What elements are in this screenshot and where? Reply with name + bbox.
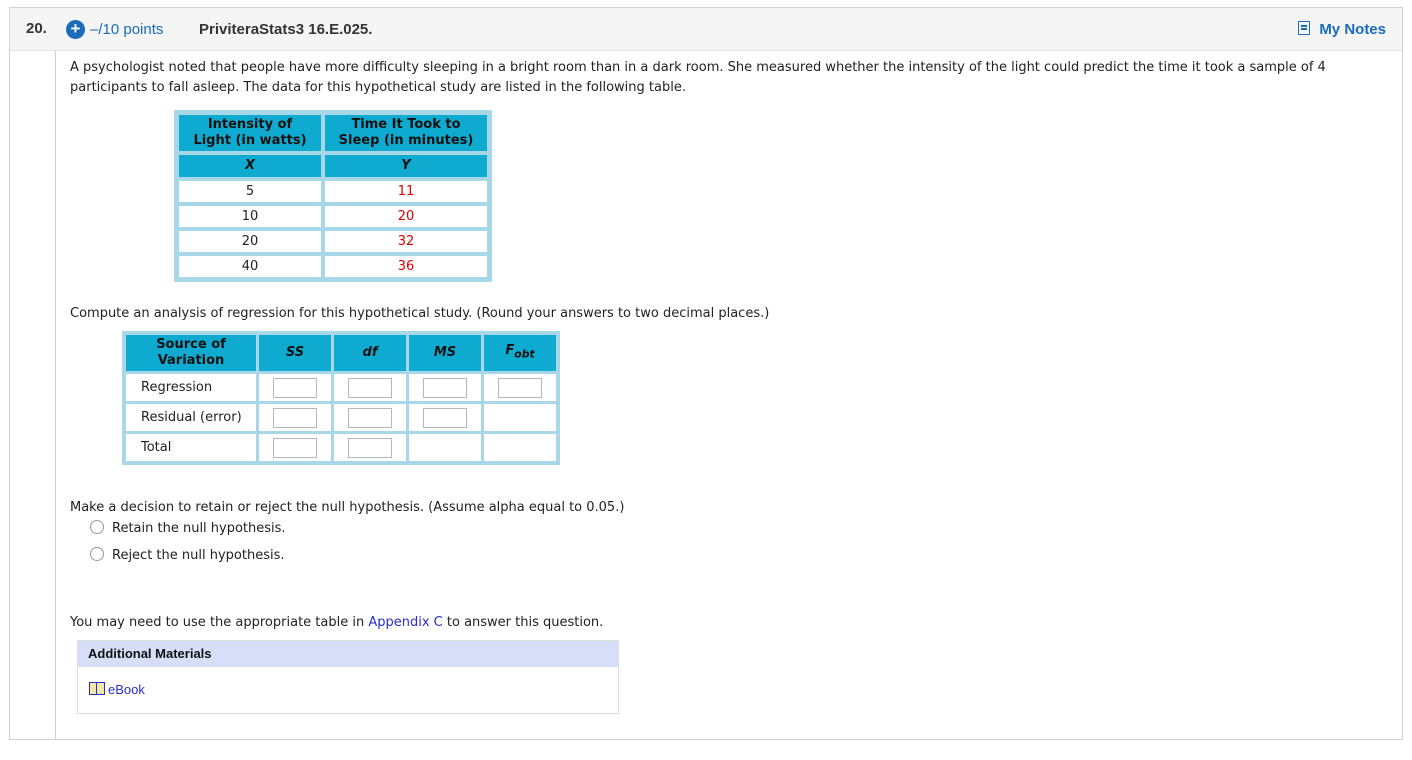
df-residual-input[interactable] — [348, 408, 392, 428]
empty-cell — [484, 434, 556, 461]
y-value: 32 — [325, 231, 487, 252]
question-number: 20. — [26, 20, 47, 37]
additional-materials — [77, 640, 619, 714]
reject-radio[interactable] — [90, 547, 104, 561]
reject-option[interactable] — [90, 547, 285, 563]
instruction-text: Compute an analysis of regression for this hypothetical study. (Round your answers to two decimal places.) — [70, 306, 770, 321]
var-x: X — [179, 155, 321, 177]
row-label: Total — [126, 434, 256, 461]
ss-residual-cell — [259, 404, 331, 431]
empty-cell — [484, 404, 556, 431]
fobt-regression-cell — [484, 374, 556, 401]
question-id: PriviteraStats3 16.E.025. — [199, 21, 373, 38]
table-row — [179, 256, 487, 277]
ss-residual-input[interactable] — [273, 408, 317, 428]
notes-icon — [1298, 21, 1310, 35]
ss-total-cell — [259, 434, 331, 461]
question-header — [10, 8, 1402, 51]
fobt-header: $F_{obt}$ — [484, 335, 556, 371]
retain-radio[interactable] — [90, 520, 104, 534]
x-value: 5 — [179, 181, 321, 202]
ms-residual-cell — [409, 404, 481, 431]
y-value: 11 — [325, 181, 487, 202]
y-value: 20 — [325, 206, 487, 227]
appendix-c-link[interactable]: Appendix C — [368, 615, 443, 630]
table-row — [179, 181, 487, 202]
reject-label: Reject the null hypothesis. — [112, 548, 285, 563]
ebook-link[interactable] — [89, 682, 145, 697]
additional-materials-title: Additional Materials — [78, 641, 618, 667]
retain-option[interactable] — [90, 520, 286, 536]
total-row — [126, 434, 556, 461]
appendix-note: You may need to use the appropriate table in Appendix C to answer this question. — [70, 615, 604, 630]
row-label: Residual (error) — [126, 404, 256, 431]
ss-header: SS — [259, 335, 331, 371]
y-value: 36 — [325, 256, 487, 277]
ss-regression-cell — [259, 374, 331, 401]
ms-regression-cell — [409, 374, 481, 401]
ss-total-input[interactable] — [273, 438, 317, 458]
df-total-cell — [334, 434, 406, 461]
points-label[interactable]: –/10 points — [90, 21, 164, 38]
df-regression-cell — [334, 374, 406, 401]
expand-plus-icon[interactable]: + — [66, 20, 85, 39]
df-regression-input[interactable] — [348, 378, 392, 398]
ss-regression-input[interactable] — [273, 378, 317, 398]
x-value: 10 — [179, 206, 321, 227]
x-value: 20 — [179, 231, 321, 252]
retain-label: Retain the null hypothesis. — [112, 521, 286, 536]
data-table — [174, 110, 492, 282]
header-y: Time It Took to Sleep (in minutes) — [325, 115, 487, 151]
source-header: Source of Variation — [126, 335, 256, 371]
table-row — [179, 231, 487, 252]
anova-table — [122, 331, 560, 465]
df-total-input[interactable] — [348, 438, 392, 458]
empty-cell — [409, 434, 481, 461]
header-x: Intensity of Light (in watts) — [179, 115, 321, 151]
decision-prompt: Make a decision to retain or reject the null hypothesis. (Assume alpha equal to 0.05.) — [70, 500, 625, 515]
ms-regression-input[interactable] — [423, 378, 467, 398]
my-notes-label: My Notes — [1319, 21, 1386, 38]
x-value: 40 — [179, 256, 321, 277]
df-header: df — [334, 335, 406, 371]
residual-row — [126, 404, 556, 431]
row-label: Regression — [126, 374, 256, 401]
ebook-label: eBook — [108, 682, 145, 697]
ms-header: MS — [409, 335, 481, 371]
question-prompt: A psychologist noted that people have more difficulty sleeping in a bright room than in a dark room. She measured whether the intensity of the light could predict the time it took a sample of 4 participants to fall asleep. The data for this hypothetical study are listed in the following table. — [70, 60, 1326, 95]
fobt-regression-input[interactable] — [498, 378, 542, 398]
table-row — [179, 206, 487, 227]
ms-residual-input[interactable] — [423, 408, 467, 428]
book-icon — [89, 682, 105, 695]
var-y: Y — [325, 155, 487, 177]
df-residual-cell — [334, 404, 406, 431]
regression-row — [126, 374, 556, 401]
my-notes-link[interactable] — [1298, 21, 1386, 38]
